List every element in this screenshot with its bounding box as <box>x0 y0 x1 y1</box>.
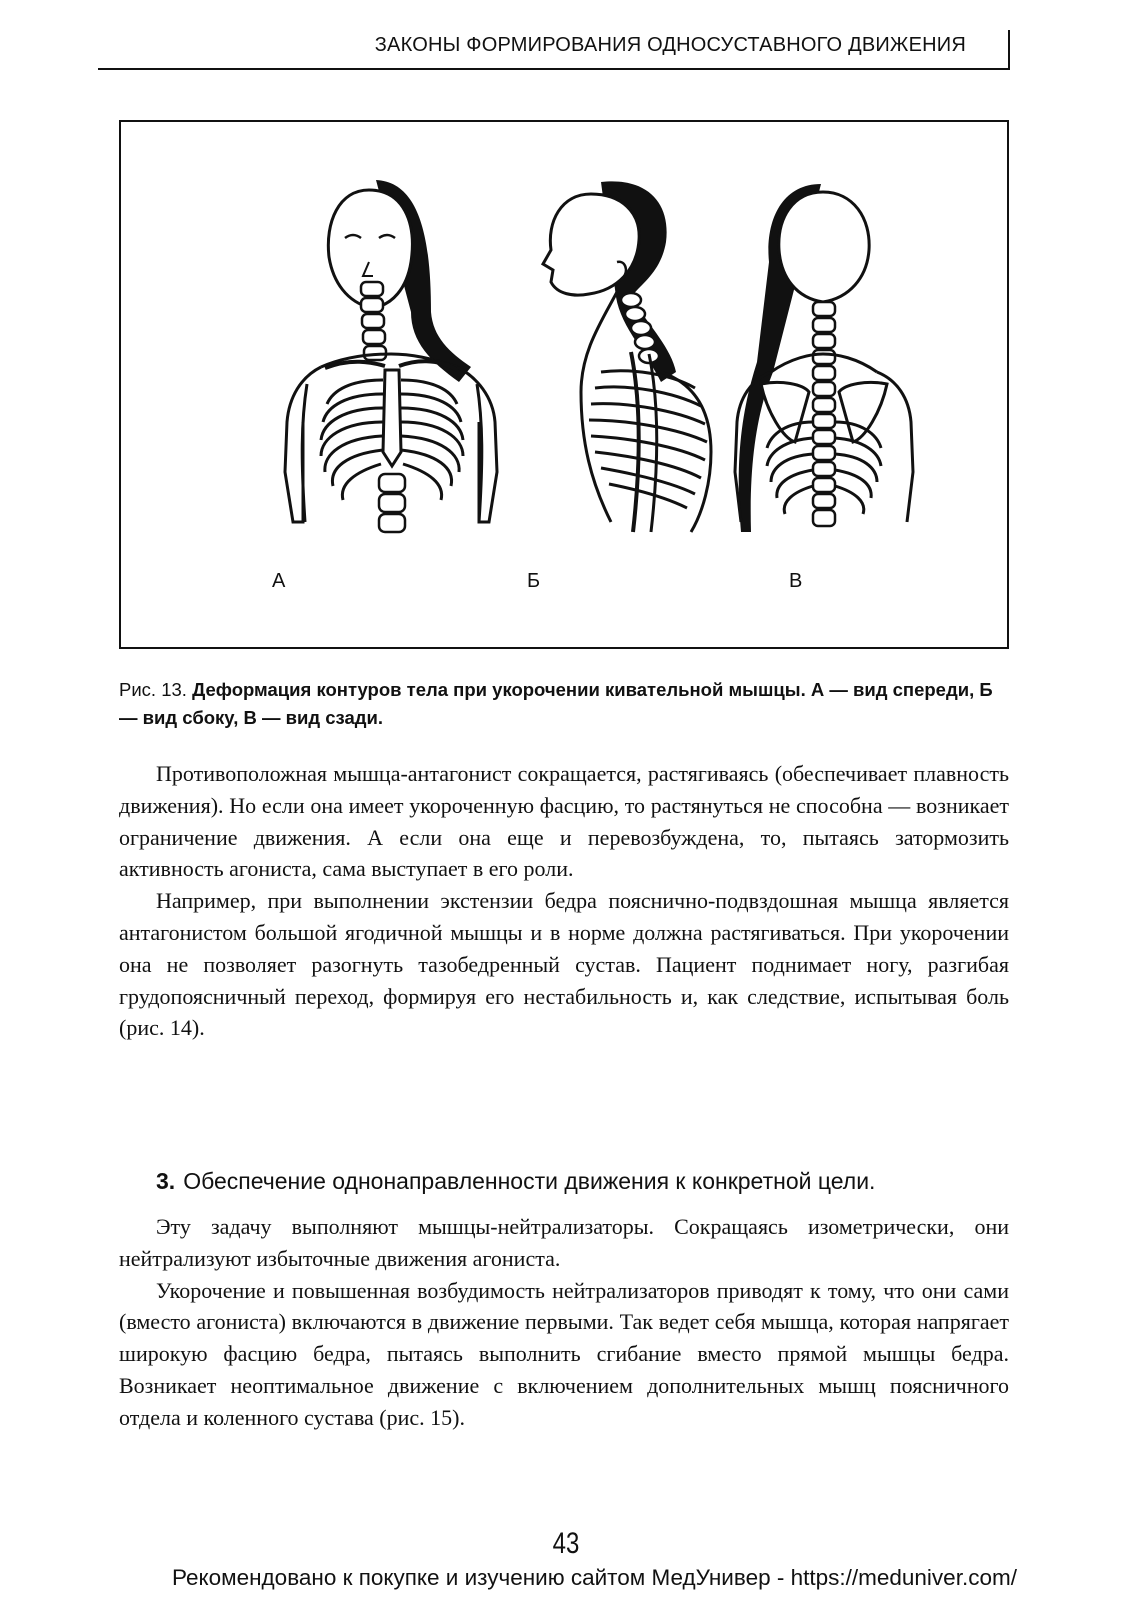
section-title: Обеспечение однонаправленности движения к конкретной цели. <box>183 1168 876 1194</box>
paragraph: Противоположная мышца-антагонист сокращается, растягиваясь (обеспечивает плавность движения). Но если она имеет укороченную фасцию, то растянуться не способна — возникает ограничение движения. А если она еще и перевозбуждена, то, пытаясь затормозить активность агониста, сама выступает в его роли. <box>119 761 1009 882</box>
skeleton-front-view <box>285 180 497 532</box>
panel-label-a: А <box>272 570 286 592</box>
skeleton-back-view <box>735 184 913 532</box>
section-number: 3. <box>156 1168 176 1194</box>
paragraph: Эту задачу выполняют мышцы-нейтрализаторы. Сокращаясь изометрически, они нейтрализуют избыточные движения агониста. <box>119 1214 1009 1271</box>
figure-13 <box>119 120 1009 649</box>
footer-link[interactable]: Рекомендовано к покупке и изучению сайтом МедУнивер - https://meduniver.com/ <box>172 1565 1017 1590</box>
skeleton-illustrations <box>121 122 1007 647</box>
caption-text: Деформация контуров тела при укорочении кивательной мышцы. А — вид спереди, Б — вид сбоку, В — вид сзади. <box>119 679 993 728</box>
skeleton-side-view <box>543 181 711 532</box>
paragraph: Укорочение и повышенная возбудимость нейтрализаторов приводят к тому, что они сами (вместо агониста) включаются в движение первыми. Так ведет себя мышца, которая напрягает широкую фасцию бедра, пытаясь выполнить сгибание вместо прямой мышцы бедра. Возникает неоптимальное движение с включением дополнительных мышц поясничного отдела и коленного сустава (рис. 15). <box>119 1277 1009 1430</box>
running-header <box>98 30 1010 70</box>
section-heading <box>156 1168 875 1195</box>
figure-caption <box>119 676 1009 732</box>
page-number: 43 <box>552 1527 580 1560</box>
body-text-block-2 <box>119 1211 1009 1434</box>
header-vertical-rule <box>1008 30 1010 68</box>
running-header-title: ЗАКОНЫ ФОРМИРОВАНИЯ ОДНОСУСТАВНОГО ДВИЖЕНИЯ <box>374 34 966 56</box>
body-text-block-1 <box>119 758 1009 1044</box>
panel-label-b: Б <box>527 570 541 592</box>
paragraph: Например, при выполнении экстензии бедра пояснично-подвздошная мышца является антагонистом большой ягодичной мышцы и в норме должна растягиваться. При укорочении она не позволяет разогнуть тазобедренный сустав. Пациент поднимает ногу, разгибая грудопоясничный переход, формируя его нестабильность и, как следствие, испытывая боль (рис. 14). <box>119 888 1009 1041</box>
panel-label-c: В <box>789 570 803 592</box>
caption-label: Рис. 13. <box>119 679 187 700</box>
